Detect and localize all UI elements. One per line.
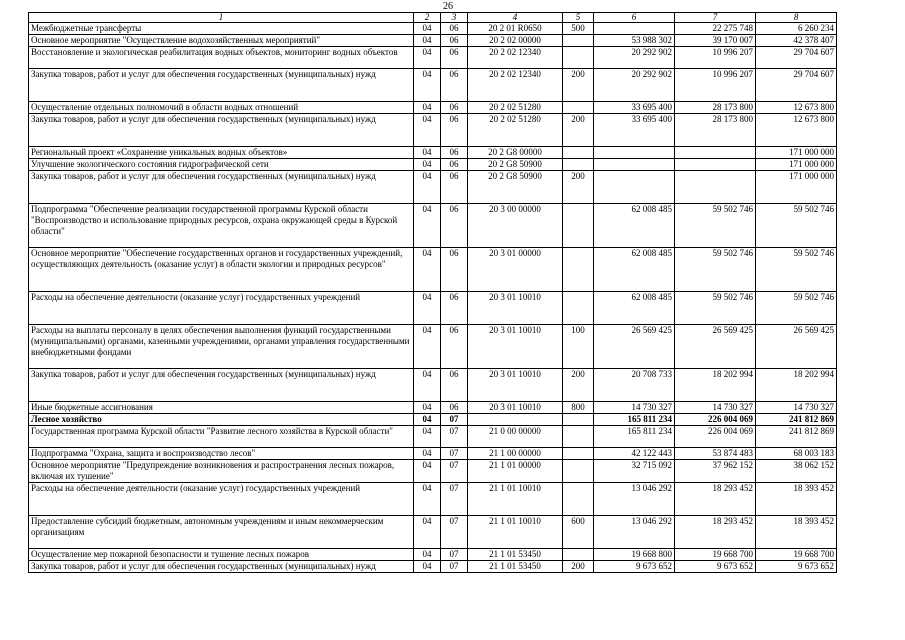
row-name: Подпрограмма "Обеспечение реализации государственной программы Курской области "Воспроизводство и использование природных ресурсов, охрана окружающей среды в Курской области" bbox=[29, 204, 414, 248]
row-amount-2: 18 202 994 bbox=[675, 369, 756, 402]
row-amount-3: 241 812 869 bbox=[756, 426, 837, 448]
row-expense-type bbox=[563, 426, 594, 448]
row-name: Предоставление субсидий бюджетным, автономным учреждениям и иным некоммерческим организациям bbox=[29, 516, 414, 549]
row-section: 04 bbox=[414, 102, 441, 114]
row-target-article: 20 2 G8 50900 bbox=[468, 159, 563, 171]
row-target-article: 20 3 01 10010 bbox=[468, 292, 563, 325]
row-amount-1: 9 673 652 bbox=[594, 561, 675, 573]
row-amount-1 bbox=[594, 147, 675, 159]
row-name: Расходы на обеспечение деятельности (оказание услуг) государственных учреждений bbox=[29, 292, 414, 325]
row-target-article: 21 1 01 53450 bbox=[468, 549, 563, 561]
row-amount-2: 10 996 207 bbox=[675, 47, 756, 69]
row-name: Осуществление мер пожарной безопасности и тушение лесных пожаров bbox=[29, 549, 414, 561]
table-row bbox=[29, 516, 837, 549]
budget-table bbox=[28, 12, 837, 573]
row-amount-3: 26 569 425 bbox=[756, 325, 837, 369]
row-section: 04 bbox=[414, 414, 441, 426]
row-subsection: 06 bbox=[441, 369, 468, 402]
row-target-article: 20 3 01 10010 bbox=[468, 369, 563, 402]
row-name: Осуществление отдельных полномочий в области водных отношений bbox=[29, 102, 414, 114]
row-expense-type bbox=[563, 460, 594, 483]
row-target-article: 20 2 02 51280 bbox=[468, 102, 563, 114]
row-name: Лесное хозяйство bbox=[29, 414, 414, 426]
row-amount-2: 28 173 800 bbox=[675, 114, 756, 147]
row-expense-type: 800 bbox=[563, 402, 594, 414]
row-amount-2: 19 668 700 bbox=[675, 549, 756, 561]
table-row bbox=[29, 248, 837, 292]
row-name: Основное мероприятие "Осуществление водохозяйственных мероприятий" bbox=[29, 35, 414, 47]
row-amount-3: 68 003 183 bbox=[756, 448, 837, 460]
row-name: Восстановление и экологическая реабилитация водных объектов, мониторинг водных объектов bbox=[29, 47, 414, 69]
row-subsection: 07 bbox=[441, 561, 468, 573]
row-section: 04 bbox=[414, 402, 441, 414]
table-row bbox=[29, 483, 837, 516]
row-amount-1: 14 730 327 bbox=[594, 402, 675, 414]
row-expense-type bbox=[563, 159, 594, 171]
row-amount-3: 171 000 000 bbox=[756, 171, 837, 204]
row-subsection: 06 bbox=[441, 204, 468, 248]
row-name: Государственная программа Курской области "Развитие лесного хозяйства в Курской области" bbox=[29, 426, 414, 448]
row-section: 04 bbox=[414, 549, 441, 561]
col-header-target-article: 4 bbox=[468, 13, 563, 23]
row-subsection: 06 bbox=[441, 402, 468, 414]
table-row bbox=[29, 369, 837, 402]
table-row bbox=[29, 460, 837, 483]
table-row bbox=[29, 549, 837, 561]
row-subsection: 06 bbox=[441, 69, 468, 102]
row-target-article: 20 3 01 10010 bbox=[468, 325, 563, 369]
row-amount-1: 19 668 800 bbox=[594, 549, 675, 561]
row-target-article: 20 2 G8 50900 bbox=[468, 171, 563, 204]
row-amount-3: 14 730 327 bbox=[756, 402, 837, 414]
row-amount-2: 9 673 652 bbox=[675, 561, 756, 573]
table-row bbox=[29, 325, 837, 369]
row-amount-3: 59 502 746 bbox=[756, 248, 837, 292]
header-row bbox=[29, 13, 837, 23]
row-expense-type bbox=[563, 47, 594, 69]
row-amount-1: 42 122 443 bbox=[594, 448, 675, 460]
row-amount-3: 18 202 994 bbox=[756, 369, 837, 402]
row-name: Закупка товаров, работ и услуг для обеспечения государственных (муниципальных) нужд bbox=[29, 561, 414, 573]
row-amount-3: 29 704 607 bbox=[756, 47, 837, 69]
row-section: 04 bbox=[414, 448, 441, 460]
table-row bbox=[29, 102, 837, 114]
row-subsection: 07 bbox=[441, 549, 468, 561]
row-name: Закупка товаров, работ и услуг для обеспечения государственных (муниципальных) нужд bbox=[29, 171, 414, 204]
row-section: 04 bbox=[414, 171, 441, 204]
col-header-amount-3: 8 bbox=[756, 13, 837, 23]
row-target-article: 21 0 00 00000 bbox=[468, 426, 563, 448]
table-row-section-total bbox=[29, 414, 837, 426]
row-section: 04 bbox=[414, 204, 441, 248]
row-name: Закупка товаров, работ и услуг для обеспечения государственных (муниципальных) нужд bbox=[29, 114, 414, 147]
row-expense-type bbox=[563, 35, 594, 47]
row-amount-3: 241 812 869 bbox=[756, 414, 837, 426]
row-expense-type bbox=[563, 549, 594, 561]
row-target-article: 20 2 01 R0650 bbox=[468, 23, 563, 35]
col-header-amount-1: 6 bbox=[594, 13, 675, 23]
row-section: 04 bbox=[414, 248, 441, 292]
row-expense-type: 600 bbox=[563, 516, 594, 549]
row-section: 04 bbox=[414, 460, 441, 483]
row-amount-2: 59 502 746 bbox=[675, 292, 756, 325]
row-section: 04 bbox=[414, 69, 441, 102]
row-section: 04 bbox=[414, 159, 441, 171]
row-amount-2: 39 170 007 bbox=[675, 35, 756, 47]
row-section: 04 bbox=[414, 47, 441, 69]
row-name: Подпрограмма "Охрана, защита и воспроизводство лесов" bbox=[29, 448, 414, 460]
row-amount-1: 32 715 092 bbox=[594, 460, 675, 483]
row-amount-2 bbox=[675, 159, 756, 171]
row-amount-3: 18 393 452 bbox=[756, 516, 837, 549]
row-subsection: 06 bbox=[441, 159, 468, 171]
table-row bbox=[29, 426, 837, 448]
row-section: 04 bbox=[414, 561, 441, 573]
row-amount-1 bbox=[594, 159, 675, 171]
row-expense-type: 200 bbox=[563, 171, 594, 204]
row-name: Расходы на выплаты персоналу в целях обеспечения выполнения функций государственными (муниципальными) органами, казенными учреждениями, органами управления государственными внебюджетными фондами bbox=[29, 325, 414, 369]
row-amount-2: 18 293 452 bbox=[675, 516, 756, 549]
row-expense-type bbox=[563, 292, 594, 325]
row-subsection: 07 bbox=[441, 516, 468, 549]
row-subsection: 06 bbox=[441, 47, 468, 69]
table-row bbox=[29, 35, 837, 47]
row-amount-1: 20 708 733 bbox=[594, 369, 675, 402]
row-subsection: 06 bbox=[441, 114, 468, 147]
row-subsection: 07 bbox=[441, 448, 468, 460]
row-section: 04 bbox=[414, 23, 441, 35]
row-expense-type bbox=[563, 448, 594, 460]
row-target-article bbox=[468, 414, 563, 426]
row-section: 04 bbox=[414, 35, 441, 47]
table-row bbox=[29, 147, 837, 159]
row-amount-1: 33 695 400 bbox=[594, 114, 675, 147]
row-amount-1: 165 811 234 bbox=[594, 426, 675, 448]
row-name: Региональный проект «Сохранение уникальных водных объектов» bbox=[29, 147, 414, 159]
row-section: 04 bbox=[414, 483, 441, 516]
row-amount-3: 29 704 607 bbox=[756, 69, 837, 102]
row-subsection: 07 bbox=[441, 483, 468, 516]
row-section: 04 bbox=[414, 147, 441, 159]
row-name: Закупка товаров, работ и услуг для обеспечения государственных (муниципальных) нужд bbox=[29, 69, 414, 102]
row-subsection: 07 bbox=[441, 414, 468, 426]
row-target-article: 21 1 01 00000 bbox=[468, 460, 563, 483]
row-amount-2: 22 275 748 bbox=[675, 23, 756, 35]
row-name: Улучшение экологического состояния гидрографической сети bbox=[29, 159, 414, 171]
row-target-article: 20 2 02 00000 bbox=[468, 35, 563, 47]
row-amount-1: 13 046 292 bbox=[594, 516, 675, 549]
row-subsection: 06 bbox=[441, 35, 468, 47]
row-subsection: 06 bbox=[441, 292, 468, 325]
row-expense-type: 100 bbox=[563, 325, 594, 369]
table-row bbox=[29, 69, 837, 102]
row-amount-1 bbox=[594, 23, 675, 35]
table-row bbox=[29, 159, 837, 171]
row-name: Иные бюджетные ассигнования bbox=[29, 402, 414, 414]
row-expense-type bbox=[563, 102, 594, 114]
row-name: Закупка товаров, работ и услуг для обеспечения государственных (муниципальных) нужд bbox=[29, 369, 414, 402]
row-amount-3: 12 673 800 bbox=[756, 114, 837, 147]
page-number: 26 bbox=[443, 1, 453, 12]
row-amount-1: 26 569 425 bbox=[594, 325, 675, 369]
row-target-article: 20 3 01 00000 bbox=[468, 248, 563, 292]
row-amount-3: 171 000 000 bbox=[756, 159, 837, 171]
row-amount-2: 18 293 452 bbox=[675, 483, 756, 516]
row-expense-type: 200 bbox=[563, 114, 594, 147]
row-name: Межбюджетные трансферты bbox=[29, 23, 414, 35]
row-target-article: 20 2 02 51280 bbox=[468, 114, 563, 147]
row-subsection: 06 bbox=[441, 325, 468, 369]
row-target-article: 20 3 01 10010 bbox=[468, 402, 563, 414]
row-target-article: 20 3 00 00000 bbox=[468, 204, 563, 248]
table-row bbox=[29, 204, 837, 248]
row-amount-3: 38 062 152 bbox=[756, 460, 837, 483]
table-row bbox=[29, 47, 837, 69]
row-amount-2: 226 004 069 bbox=[675, 426, 756, 448]
row-subsection: 06 bbox=[441, 23, 468, 35]
row-expense-type bbox=[563, 483, 594, 516]
table-row bbox=[29, 114, 837, 147]
row-expense-type bbox=[563, 147, 594, 159]
table-row bbox=[29, 561, 837, 573]
row-amount-1: 20 292 902 bbox=[594, 69, 675, 102]
row-target-article: 20 2 G8 00000 bbox=[468, 147, 563, 159]
row-amount-1: 20 292 902 bbox=[594, 47, 675, 69]
row-expense-type: 200 bbox=[563, 69, 594, 102]
row-amount-1 bbox=[594, 171, 675, 204]
row-amount-2: 59 502 746 bbox=[675, 248, 756, 292]
table-row bbox=[29, 402, 837, 414]
row-subsection: 07 bbox=[441, 460, 468, 483]
row-name: Основное мероприятие "Предупреждение возникновения и распространения лесных пожаров, включая их тушение" bbox=[29, 460, 414, 483]
row-amount-1: 53 988 302 bbox=[594, 35, 675, 47]
table-row bbox=[29, 171, 837, 204]
row-section: 04 bbox=[414, 292, 441, 325]
row-expense-type bbox=[563, 248, 594, 292]
col-header-section: 2 bbox=[414, 13, 441, 23]
row-target-article: 21 1 01 10010 bbox=[468, 516, 563, 549]
row-expense-type: 500 bbox=[563, 23, 594, 35]
row-amount-2: 37 962 152 bbox=[675, 460, 756, 483]
row-amount-2: 26 569 425 bbox=[675, 325, 756, 369]
row-target-article: 21 1 00 00000 bbox=[468, 448, 563, 460]
row-amount-1: 62 008 485 bbox=[594, 248, 675, 292]
row-subsection: 06 bbox=[441, 147, 468, 159]
row-amount-2: 53 874 483 bbox=[675, 448, 756, 460]
row-section: 04 bbox=[414, 426, 441, 448]
row-section: 04 bbox=[414, 369, 441, 402]
row-amount-3: 59 502 746 bbox=[756, 292, 837, 325]
row-amount-1: 13 046 292 bbox=[594, 483, 675, 516]
row-name: Основное мероприятие "Обеспечение государственных органов и государственных учреждений, осуществляющих деятельность (оказание услуг) в области экологии и природных ресурсов" bbox=[29, 248, 414, 292]
row-amount-2: 14 730 327 bbox=[675, 402, 756, 414]
row-amount-2: 226 004 069 bbox=[675, 414, 756, 426]
row-name: Расходы на обеспечение деятельности (оказание услуг) государственных учреждений bbox=[29, 483, 414, 516]
row-subsection: 06 bbox=[441, 248, 468, 292]
row-subsection: 06 bbox=[441, 102, 468, 114]
row-section: 04 bbox=[414, 114, 441, 147]
col-header-expense-type: 5 bbox=[563, 13, 594, 23]
col-header-amount-2: 7 bbox=[675, 13, 756, 23]
row-amount-3: 18 393 452 bbox=[756, 483, 837, 516]
table-row bbox=[29, 292, 837, 325]
row-amount-3: 19 668 700 bbox=[756, 549, 837, 561]
row-amount-1: 62 008 485 bbox=[594, 292, 675, 325]
row-target-article: 20 2 02 12340 bbox=[468, 47, 563, 69]
row-subsection: 07 bbox=[441, 426, 468, 448]
col-header-subsection: 3 bbox=[441, 13, 468, 23]
row-expense-type: 200 bbox=[563, 369, 594, 402]
row-amount-2 bbox=[675, 171, 756, 204]
row-amount-2: 28 173 800 bbox=[675, 102, 756, 114]
row-section: 04 bbox=[414, 325, 441, 369]
table-row bbox=[29, 23, 837, 35]
row-amount-1: 62 008 485 bbox=[594, 204, 675, 248]
row-amount-1: 165 811 234 bbox=[594, 414, 675, 426]
row-amount-2: 59 502 746 bbox=[675, 204, 756, 248]
row-amount-3: 9 673 652 bbox=[756, 561, 837, 573]
row-amount-3: 6 260 234 bbox=[756, 23, 837, 35]
row-section: 04 bbox=[414, 516, 441, 549]
row-amount-1: 33 695 400 bbox=[594, 102, 675, 114]
row-amount-2: 10 996 207 bbox=[675, 69, 756, 102]
row-amount-3: 42 378 407 bbox=[756, 35, 837, 47]
col-header-name: 1 bbox=[29, 13, 414, 23]
row-amount-3: 12 673 800 bbox=[756, 102, 837, 114]
row-expense-type bbox=[563, 204, 594, 248]
row-target-article: 20 2 02 12340 bbox=[468, 69, 563, 102]
row-expense-type bbox=[563, 414, 594, 426]
row-amount-2 bbox=[675, 147, 756, 159]
row-amount-3: 59 502 746 bbox=[756, 204, 837, 248]
table-row bbox=[29, 448, 837, 460]
row-expense-type: 200 bbox=[563, 561, 594, 573]
row-subsection: 06 bbox=[441, 171, 468, 204]
row-amount-3: 171 000 000 bbox=[756, 147, 837, 159]
row-target-article: 21 1 01 10010 bbox=[468, 483, 563, 516]
row-target-article: 21 1 01 53450 bbox=[468, 561, 563, 573]
